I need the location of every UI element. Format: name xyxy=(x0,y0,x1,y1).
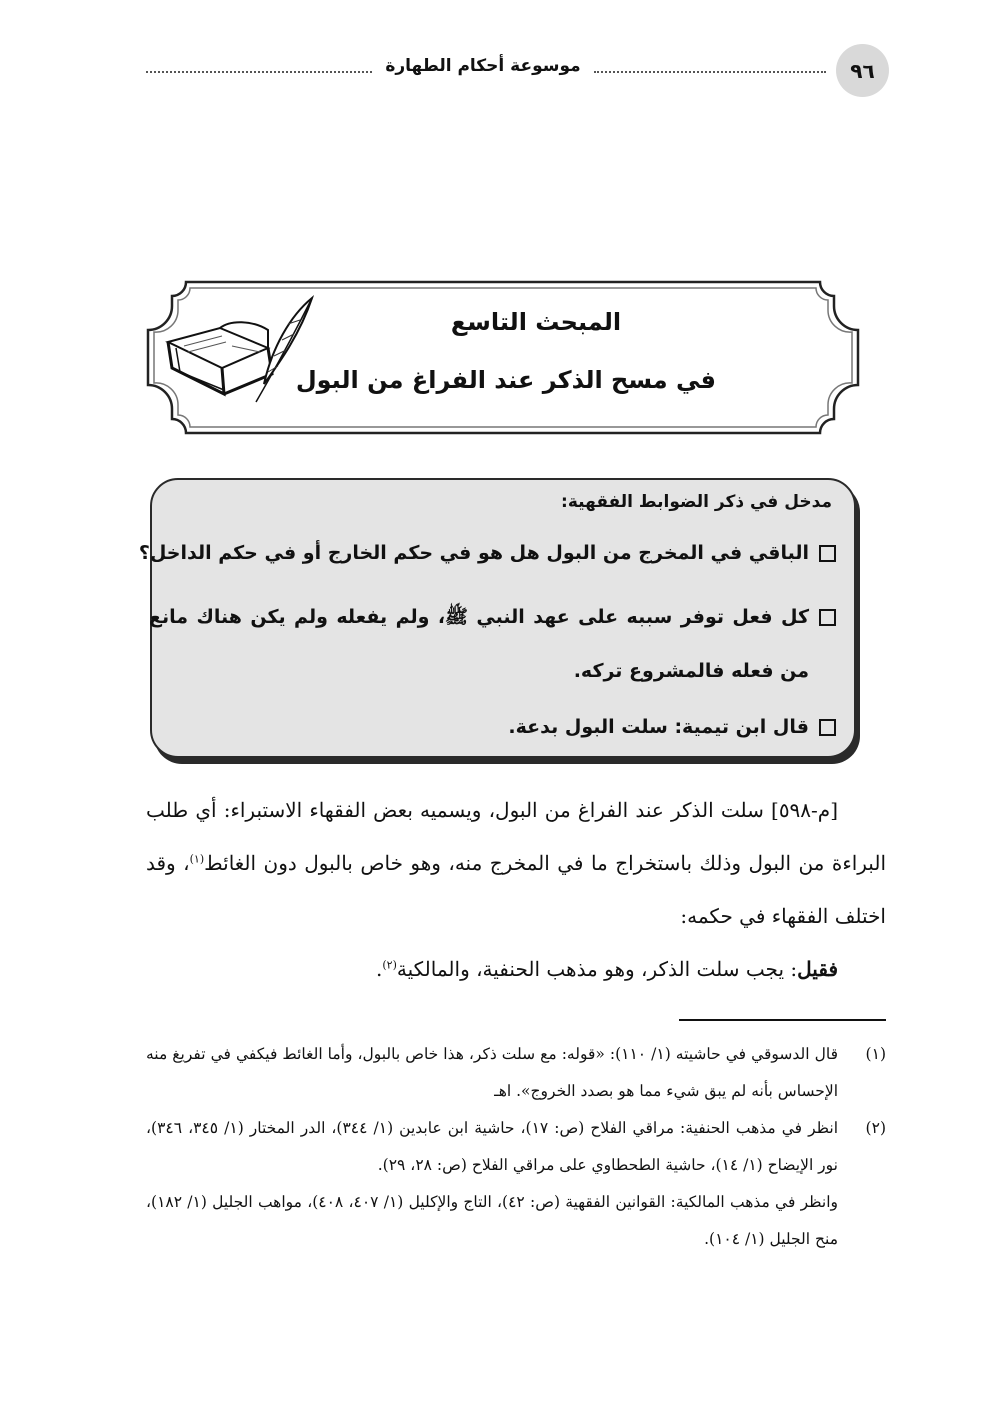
header-divider-right xyxy=(594,71,826,73)
footnote-number: (١) xyxy=(865,1045,886,1063)
body-paragraph xyxy=(146,784,886,943)
footnote-number: (٢) xyxy=(865,1119,886,1137)
footnote-paragraph: انظر في مذهب الحنفية: مراقي الفلاح (ص: ١٧)، حاشية ابن عابدين (١/ ٣٤٤)، الدر المختار (١/ ٣٤٥، ٣٤٦)، نور الإيضاح (١/ ١٤)، حاشية الطحطاوي على مراقي الفلاح (ص: ٢٨، ٢٩). xyxy=(146,1119,839,1174)
footnote xyxy=(146,1110,886,1258)
footnote-separator xyxy=(679,1019,886,1021)
footnote-reference: (١) xyxy=(189,852,205,866)
body-text xyxy=(146,784,886,996)
footnote-body xyxy=(146,1110,838,1258)
section-label: المبحث التاسع xyxy=(450,308,622,336)
header-divider-left xyxy=(146,71,372,73)
principle-item xyxy=(508,700,836,754)
principle-text: قال ابن تيمية: سلت البول بدعة. xyxy=(508,716,809,738)
principle-item xyxy=(139,526,836,580)
opinion-lead: فقيل xyxy=(797,957,838,981)
footnote xyxy=(146,1036,886,1110)
principle-item xyxy=(149,590,836,698)
page-number xyxy=(836,44,889,97)
footnote-paragraph: قال الدسوقي في حاشيته (١/ ١١٠): «قوله: مع سلت ذكر، هذا خاص بالبول، وأما الغائط فيكفي في تفريغ منه الإحساس بأنه لم يبق شيء مما هو بصدد الخروج». اهـ xyxy=(146,1045,838,1100)
checkbox-icon xyxy=(819,545,836,562)
footnotes xyxy=(146,1036,886,1258)
footnote-body xyxy=(146,1036,838,1110)
principle-text: كل فعل توفر سببه على عهد النبي ﷺ، ولم يفعله ولم يكن هناك مانع من فعله فالمشروع تركه. xyxy=(149,606,809,682)
body-paragraph xyxy=(146,943,886,996)
principles-box xyxy=(138,478,856,758)
checkbox-icon xyxy=(819,609,836,626)
section-title: في مسح الذكر عند الفراغ من البول xyxy=(295,366,716,394)
principles-heading: مدخل في ذكر الضوابط الفقهية: xyxy=(561,492,832,512)
body-paragraph-text: : يجب سلت الذكر، وهو مذهب الحنفية، والمالكية xyxy=(396,957,798,981)
running-header-title: موسوعة أحكام الطهارة xyxy=(385,56,581,76)
principle-text: الباقي في المخرج من البول هل هو في حكم الخارج أو في حكم الداخل؟ xyxy=(138,542,809,564)
body-paragraph-end: ، وقد اختلف الفقهاء في حكمه: xyxy=(146,851,886,928)
section-title-frame xyxy=(146,280,860,435)
body-paragraph-text: [م-٥٩٨] سلت الذكر عند الفراغ من البول، ويسميه بعض الفقهاء الاستبراء: أي طلب البراءة من البول وذلك باستخراج ما في المخرج منه، وهو خاص بالبول دون الغائط xyxy=(146,798,886,875)
footnote-paragraph: وانظر في مذهب المالكية: القوانين الفقهية (ص: ٤٢)، التاج والإكليل (١/ ٤٠٧، ٤٠٨)، مواهب الجليل (١/ ١٨٢)، منح الجليل (١/ ١٠٤). xyxy=(146,1193,838,1248)
page-number-text: ٩٦ xyxy=(850,58,875,83)
body-paragraph-end: . xyxy=(376,957,383,981)
footnote-reference: (٢) xyxy=(382,958,397,972)
checkbox-icon xyxy=(819,719,836,736)
